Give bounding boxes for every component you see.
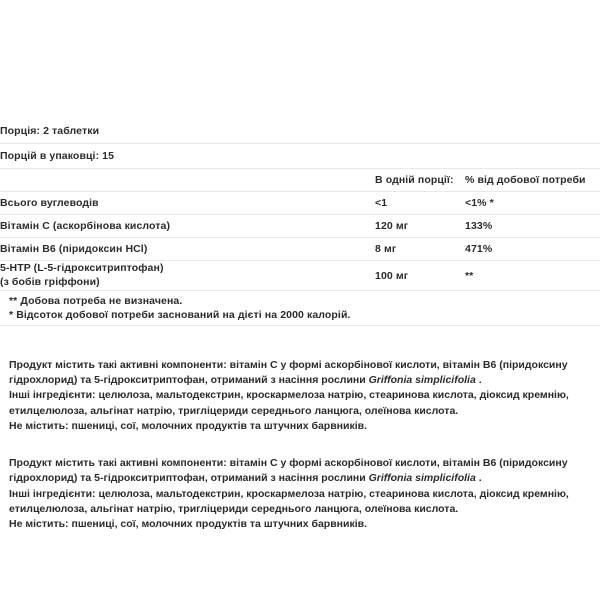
footnotes-cell — [0, 291, 600, 326]
supplement-facts-table — [0, 119, 600, 326]
nutrient-name-multiline — [0, 261, 375, 291]
table-row-serving-size — [0, 119, 600, 144]
active-components-prefix: Продукт містить такі активні компоненти: вітамін C у формі аскорбінової кислоти, вітамін B6 (піридоксину гідрохлорид) та 5-гідрокситриптофан, отриманий з насіння рослини — [9, 358, 568, 387]
nutrient-name: Всього вуглеводів — [0, 192, 375, 215]
top-spacer — [0, 0, 600, 119]
free-from-paragraph: Не містить: пшениці, сої, молочних продуктів та штучних барвників. — [9, 517, 367, 530]
nutrient-daily-value: 471% — [465, 238, 600, 261]
other-ingredients-paragraph: Інші інгредієнти: целюлоза, мальтодекстрин, кроскармелоза натрію, стеаринова кислота, діоксид кремнію, етилцелюлоза, альгінат натрію, тригліцериди середнього ланцюга, олеїнова кислота. — [9, 487, 569, 515]
nutrient-name: Вітамін B6 (піридоксин HCl) — [0, 238, 375, 261]
footnote-daily-value-not-established: ** Добова потреба не визначена. — [9, 295, 183, 307]
table-header-row — [0, 169, 600, 192]
nutrient-daily-value: <1% * — [465, 192, 600, 215]
table-row-servings-per-container — [0, 144, 600, 169]
active-components-prefix: Продукт містить такі активні компоненти: вітамін C у формі аскорбінової кислоти, вітамін B6 (піридоксину гідрохлорид) та 5-гідрокситриптофан, отриманий з насіння рослини — [9, 457, 568, 485]
nutrient-name: Вітамін C (аскорбінова кислота) — [0, 215, 375, 238]
column-header-amount-per-serving: В одній порції: — [375, 169, 465, 192]
nutrient-amount: 8 мг — [375, 238, 465, 261]
free-from-paragraph: Не містить: пшениці, сої, молочних продуктів та штучних барвників. — [9, 419, 367, 432]
table-row — [0, 261, 600, 291]
active-components-paragraph — [9, 456, 590, 486]
nutrient-name-secondary: (з бобів гріффони) — [0, 275, 100, 288]
nutrient-name: 5-HTP (L-5-гідрокситриптофан) — [0, 262, 164, 275]
nutrient-amount: 100 мг — [375, 261, 465, 291]
footnote-calorie-basis: * Відсоток добової потреби заснований на дієті на 2000 калорій. — [9, 309, 351, 322]
footnotes — [0, 291, 600, 325]
description-block-1 — [0, 358, 600, 434]
nutrient-daily-value: 133% — [465, 215, 600, 238]
nutrient-amount: <1 — [375, 192, 465, 215]
nutrient-amount: 120 мг — [375, 215, 465, 238]
other-ingredients-paragraph: Інші інгредієнти: целюлоза, мальтодекстрин, кроскармелоза натрію, стеаринова кислота, діоксид кремнію, етилцелюлоза, альгінат натрію, тригліцериди середнього ланцюга, олеїнова кислота. — [9, 389, 569, 417]
scientific-name: Griffonia simplicifolia — [368, 472, 476, 485]
description-block-2 — [0, 456, 600, 532]
serving-size-label: Порція: 2 таблетки — [0, 119, 600, 144]
column-header-percent-daily-value: % від добової потреби — [465, 169, 600, 192]
active-components-paragraph — [9, 358, 590, 388]
nutrient-daily-value: ** — [465, 261, 600, 291]
servings-per-container-label: Порцій в упаковці: 15 — [0, 144, 600, 169]
active-components-suffix: . — [475, 472, 482, 485]
table-row — [0, 192, 600, 215]
table-row — [0, 238, 600, 261]
active-components-suffix: . — [475, 374, 482, 387]
table-row — [0, 215, 600, 238]
scientific-name: Griffonia simplicifolia — [368, 374, 476, 387]
table-row-footnotes — [0, 291, 600, 326]
column-header-name — [0, 169, 375, 192]
